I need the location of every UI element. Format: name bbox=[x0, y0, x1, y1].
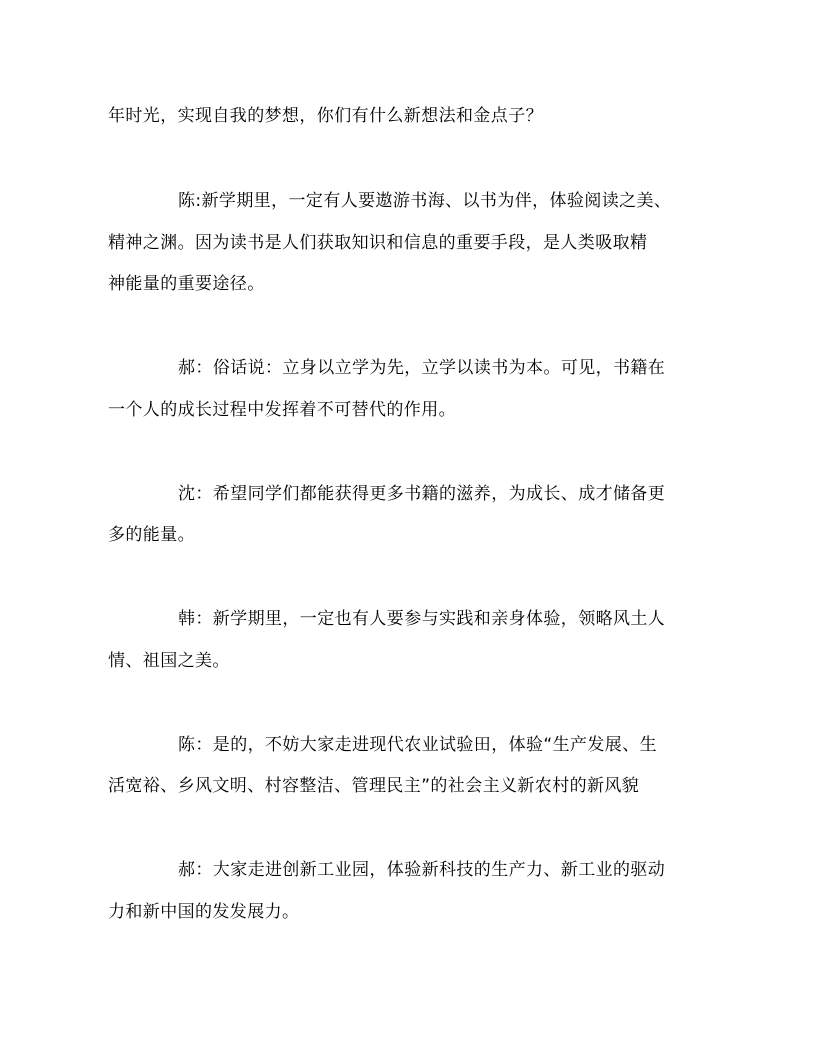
paragraph-first-line: 沈：希望同学们都能获得更多书籍的滋养，为成长、成才储备更 bbox=[178, 484, 666, 504]
paragraph-first-line: 陈:新学期里，一定有人要遨游书海、以书为伴，体验阅读之美、 bbox=[178, 191, 672, 211]
text-line: 活宽裕、乡风文明、村容整洁、管理民主”的社会主义新农村的新风貌 bbox=[108, 776, 640, 796]
paragraph-first-line: 郝：俗话说：立身以立学为先，立学以读书为本。可见，书籍在 bbox=[178, 358, 666, 378]
text-line: 情、祖国之美。 bbox=[108, 651, 230, 671]
paragraph-first-line: 韩：新学期里，一定也有人要参与实践和亲身体验，领略风土人 bbox=[178, 609, 666, 629]
text-line: 神能量的重要途径。 bbox=[108, 274, 265, 294]
text-line: 精神之渊。因为读书是人们获取知识和信息的重要手段，是人类吸取精 bbox=[108, 233, 648, 253]
text-line: 力和新中国的发发展力。 bbox=[108, 902, 300, 922]
paragraph-first-line: 陈：是的，不妨大家走进现代农业试验田，体验“生产发展、生 bbox=[178, 735, 658, 755]
paragraph-first-line: 郝：大家走进创新工业园，体验新科技的生产力、新工业的驱动 bbox=[178, 860, 666, 880]
text-line: 一个人的成长过程中发挥着不可替代的作用。 bbox=[108, 400, 456, 420]
text-line: 多的能量。 bbox=[108, 525, 195, 545]
text-line: 年时光，实现自我的梦想，你们有什么新想法和金点子？ bbox=[108, 106, 543, 126]
